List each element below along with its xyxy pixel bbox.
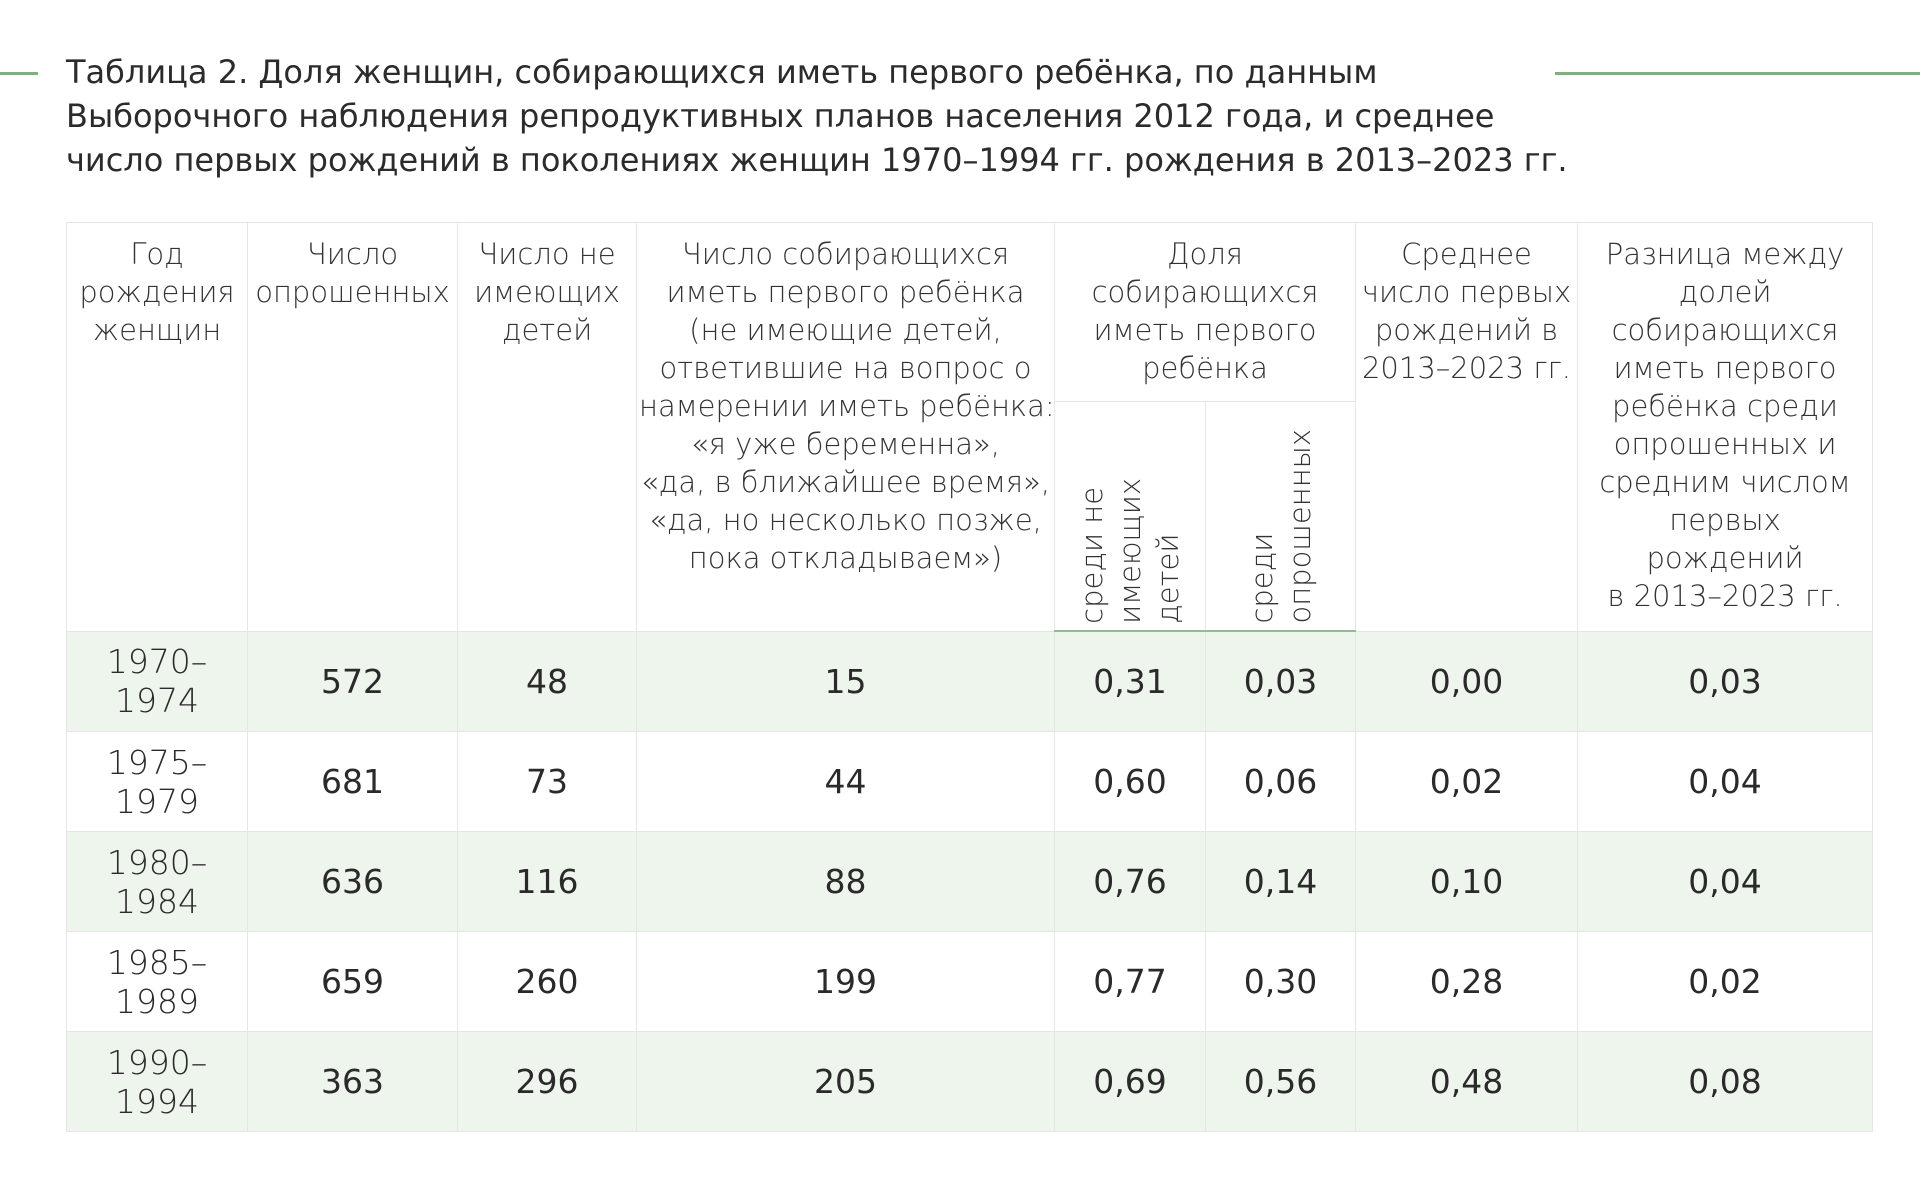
header-mean-births: Среднее число первых рождений в 2013–2023 гг. <box>1356 223 1578 632</box>
title-line: Таблица 2. Доля женщин, собирающихся иметь первого ребёнка, по данным <box>66 53 1378 91</box>
cell-surveyed: 681 <box>248 732 458 832</box>
cell-year: 1985–1989 <box>67 932 248 1032</box>
table-title <box>66 50 1566 182</box>
cell-childless: 73 <box>458 732 637 832</box>
cell-intending: 199 <box>637 932 1055 1032</box>
title-line: число первых рождений в поколениях женщин 1970–1994 гг. рождения в 2013–2023 гг. <box>66 141 1568 179</box>
cell-share-childless: 0,31 <box>1055 631 1206 732</box>
cell-share-surveyed: 0,56 <box>1206 1032 1356 1132</box>
table-row <box>67 932 1873 1032</box>
title-line: Выборочного наблюдения репродуктивных планов населения 2012 года, и среднее <box>66 97 1495 135</box>
table-row <box>67 1032 1873 1132</box>
cell-share-childless: 0,77 <box>1055 932 1206 1032</box>
cell-childless: 296 <box>458 1032 637 1132</box>
cell-intending: 15 <box>637 631 1055 732</box>
cell-difference: 0,03 <box>1578 631 1873 732</box>
cell-share-childless: 0,69 <box>1055 1032 1206 1132</box>
cell-share-surveyed: 0,03 <box>1206 631 1356 732</box>
cell-share-surveyed: 0,30 <box>1206 932 1356 1032</box>
cell-surveyed: 636 <box>248 832 458 932</box>
cell-mean-births: 0,02 <box>1356 732 1578 832</box>
decorative-rule-right <box>1555 72 1920 75</box>
header-share-childless: среди не имеющих детей <box>1055 402 1206 632</box>
cell-surveyed: 659 <box>248 932 458 1032</box>
table-row <box>67 832 1873 932</box>
header-year: Год рождения женщин <box>67 223 248 632</box>
cell-year: 1990–1994 <box>67 1032 248 1132</box>
cell-year: 1980–1984 <box>67 832 248 932</box>
decorative-rule-left <box>0 72 38 75</box>
cell-mean-births: 0,48 <box>1356 1032 1578 1132</box>
cell-mean-births: 0,10 <box>1356 832 1578 932</box>
cell-year: 1970–1974 <box>67 631 248 732</box>
cell-childless: 116 <box>458 832 637 932</box>
cell-intending: 205 <box>637 1032 1055 1132</box>
cell-year: 1975–1979 <box>67 732 248 832</box>
cell-difference: 0,04 <box>1578 832 1873 932</box>
cell-childless: 260 <box>458 932 637 1032</box>
cell-intending: 44 <box>637 732 1055 832</box>
cell-share-childless: 0,76 <box>1055 832 1206 932</box>
cell-share-surveyed: 0,06 <box>1206 732 1356 832</box>
cell-difference: 0,08 <box>1578 1032 1873 1132</box>
header-difference: Разница между долей собирающихся иметь первого ребёнка среди опрошенных и средним числом первых рождений в 2013–2023 гг. <box>1578 223 1873 632</box>
cell-difference: 0,02 <box>1578 932 1873 1032</box>
cell-childless: 48 <box>458 631 637 732</box>
header-intending: Число собирающихся иметь первого ребёнка (не имеющие детей, ответившие на вопрос о намерении иметь ребёнка: «я уже беременна», «да, в ближайшее время», «да, но несколько позже, пока откладываем») <box>637 223 1055 632</box>
header-share: Доля собирающихся иметь первого ребёнка <box>1055 223 1356 402</box>
table-row <box>67 732 1873 832</box>
cell-surveyed: 363 <box>248 1032 458 1132</box>
header-surveyed: Число опрошенных <box>248 223 458 632</box>
header-childless: Число не имеющих детей <box>458 223 637 632</box>
cell-mean-births: 0,00 <box>1356 631 1578 732</box>
cell-share-surveyed: 0,14 <box>1206 832 1356 932</box>
table-row <box>67 631 1873 732</box>
cell-share-childless: 0,60 <box>1055 732 1206 832</box>
header-share-surveyed: среди опрошенных <box>1206 402 1356 632</box>
cell-intending: 88 <box>637 832 1055 932</box>
cell-mean-births: 0,28 <box>1356 932 1578 1032</box>
cell-difference: 0,04 <box>1578 732 1873 832</box>
cell-surveyed: 572 <box>248 631 458 732</box>
data-table <box>66 222 1873 1132</box>
